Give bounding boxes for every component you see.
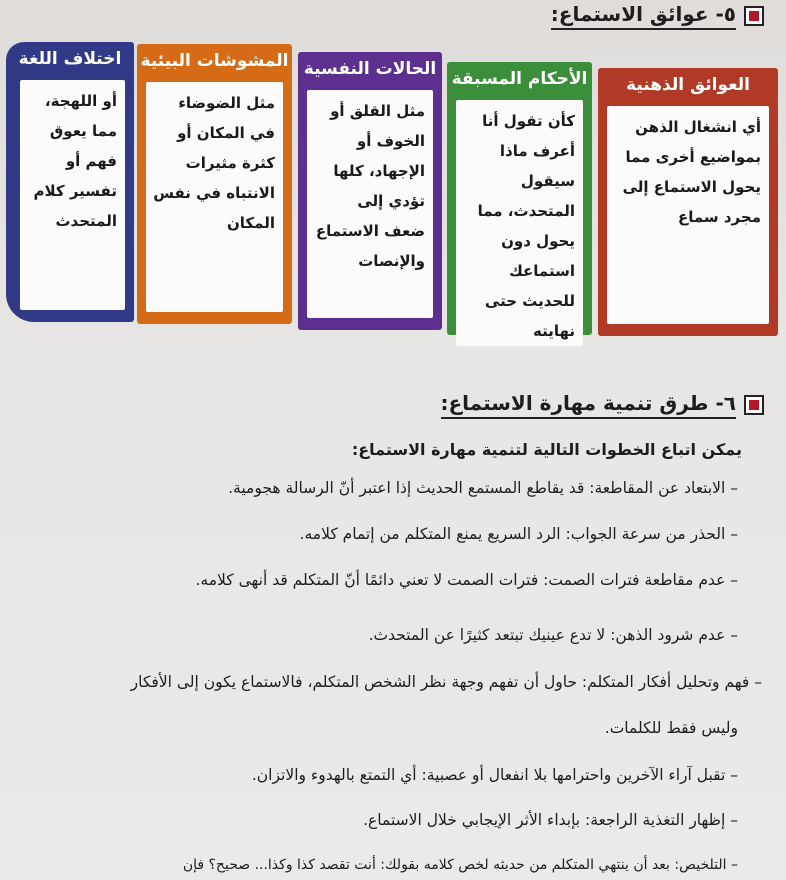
card-body: مثل الضوضاء في المكان أو كثرة مثيرات الانتباه في نفس المكان [146, 82, 283, 312]
red-square-bullet-icon [744, 6, 764, 26]
red-square-bullet-icon [744, 395, 764, 415]
step-line: – عدم مقاطعة فترات الصمت: فترات الصمت لا تعني دائمًا أنّ المتكلم قد أنهى كلامه. [195, 571, 738, 589]
card-body: أي انشغال الذهن بمواضيع أخرى مما يحول الاستماع إلى مجرد سماع [607, 106, 769, 324]
section-6-title: ٦- طرق تنمية مهارة الاستماع: [441, 391, 736, 419]
section-5-heading [551, 2, 764, 30]
card-environmental-distractions [137, 44, 292, 324]
step-line: – الحذر من سرعة الجواب: الرد السريع يمنع المتكلم من إتمام كلامه. [299, 525, 738, 543]
card-title: الحالات النفسية [303, 59, 437, 79]
step-line: – التلخيص: بعد أن ينتهي المتكلم من حديثه لخص كلامه بقولك: أنت تقصد كذا وكذا... صحيح؟ فإن [182, 857, 738, 873]
step-line: – الابتعاد عن المقاطعة: قد يقاطع المستمع الحديث إذا اعتبر أنّ الرسالة هجومية. [228, 479, 738, 497]
card-title: الأحكام المسبقة [451, 69, 588, 89]
card-mental-barriers [598, 68, 778, 336]
card-prejudgments [447, 62, 592, 340]
section-6-heading [441, 391, 764, 419]
card-title: العوائق الذهنية [626, 75, 750, 95]
step-line: – عدم شرود الذهن: لا تدع عينيك تبتعد كثيرًا عن المتحدث. [368, 626, 738, 644]
card-title: المشوشات البيئية [140, 51, 289, 71]
step-line: – إظهار التغذية الراجعة: بإبداء الأثر الإيجابي خلال الاستماع. [363, 811, 738, 829]
card-language-difference [6, 42, 134, 322]
card-body: مثل القلق أو الخوف أو الإجهاد، كلها تؤدي إلى ضعف الاستماع والإنصات [307, 90, 433, 318]
section-5-title: ٥- عوائق الاستماع: [551, 2, 736, 30]
card-psychological-states [298, 52, 442, 330]
step-line: – تقبل آراء الآخرين واحترامها بلا انفعال أو عصبية: أي التمتع بالهدوء والاتزان. [251, 766, 738, 784]
step-line-continuation: وليس فقط للكلمات. [604, 719, 738, 737]
step-line: – فهم وتحليل أفكار المتكلم: حاول أن تفهم وجهة نظر الشخص المتكلم، فالاستماع يكون إلى الأفكار [130, 673, 762, 691]
card-body: كأن تقول أنا أعرف ماذا سيقول المتحدث، مما يحول دون استماعك للحديث حتى نهايته [456, 100, 583, 346]
section-6-intro: يمكن اتباع الخطوات التالية لتنمية مهارة الاستماع: [351, 440, 742, 459]
card-title: اختلاف اللغة [18, 49, 122, 69]
card-body: أو اللهجة، مما يعوق فهم أو تفسير كلام المتحدث [20, 80, 125, 310]
